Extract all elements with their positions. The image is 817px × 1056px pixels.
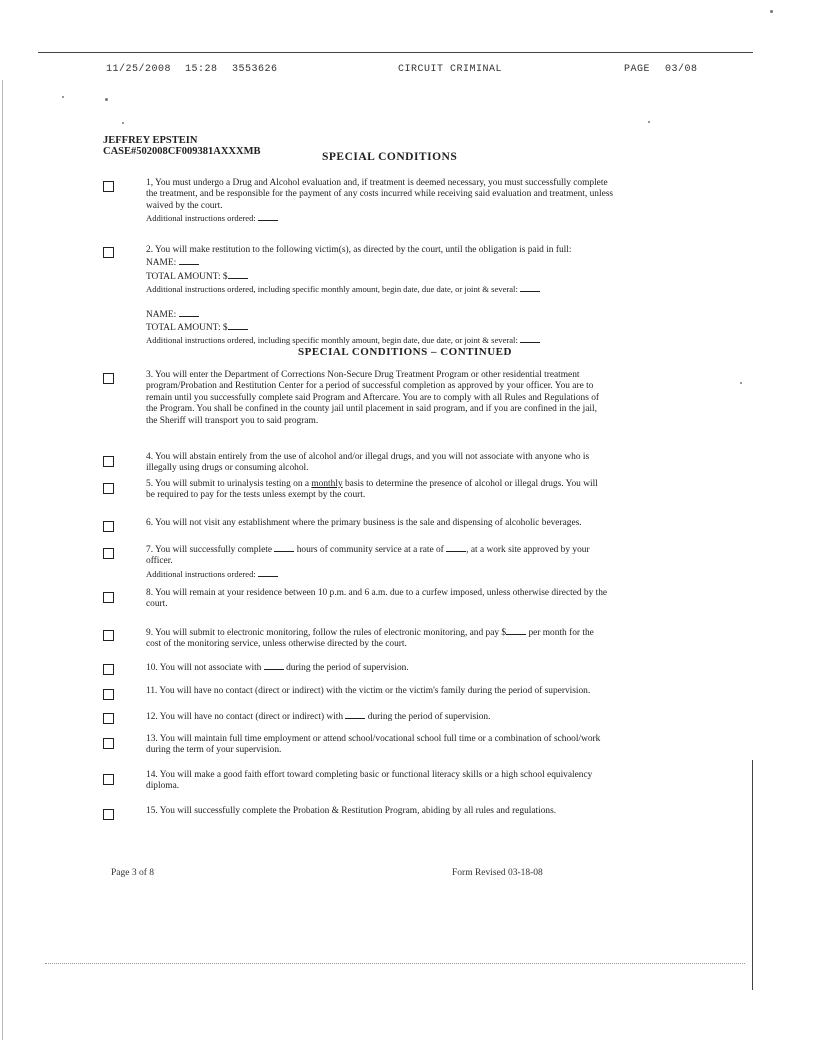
- condition-4-line2: illegally using drugs or consuming alcohol.: [146, 463, 309, 474]
- condition-7-post: , at a work site approved by your: [466, 545, 590, 555]
- condition-7-additional-blank[interactable]: [258, 568, 278, 577]
- condition-11-checkbox[interactable]: [103, 689, 114, 700]
- condition-3: [146, 370, 676, 427]
- condition-2-line1: 2. You will make restitution to the following victim(s), as directed by the court, until the obligation is paid in full:: [146, 245, 572, 255]
- condition-14: [146, 770, 676, 793]
- condition-3-line2: program/Probation and Restitution Center for a period of successful completion as approved by your officer. You are to: [146, 381, 594, 392]
- condition-1-additional-blank[interactable]: [258, 212, 278, 221]
- restitution-total-blank-1[interactable]: [228, 270, 248, 279]
- condition-7-checkbox[interactable]: [103, 548, 114, 559]
- condition-12-post: during the period of supervision.: [367, 712, 491, 722]
- condition-8-line2: court.: [146, 599, 168, 610]
- scan-speck: [648, 121, 650, 123]
- restitution-total-label-1: TOTAL AMOUNT: $: [146, 271, 228, 282]
- defendant-name: JEFFREY EPSTEIN: [103, 135, 198, 146]
- bottom-scan-line: [45, 963, 745, 964]
- condition-1-line1: 1, You must undergo a Drug and Alcohol evaluation and, if treatment is deemed necessary, you must successfully complete: [146, 178, 608, 188]
- condition-13-checkbox[interactable]: [103, 738, 114, 749]
- restitution-total-blank-2[interactable]: [228, 321, 248, 330]
- restitution-name-blank-1[interactable]: [179, 256, 199, 265]
- scan-speck: [740, 382, 742, 384]
- restitution-name-label-1: NAME:: [146, 258, 177, 269]
- condition-7-line2: officer.: [146, 556, 173, 567]
- condition-2: [146, 245, 676, 347]
- condition-10-checkbox[interactable]: [103, 664, 114, 675]
- condition-5-post: basis to determine the presence of alcohol or illegal drugs. You will: [342, 479, 598, 489]
- restitution-additional-label-2: Additional instructions ordered, including specific monthly amount, begin date, due date, or joint & several:: [146, 335, 518, 346]
- continued-title: SPECIAL CONDITIONS – CONTINUED: [298, 346, 512, 358]
- left-edge-line: [2, 80, 3, 1040]
- condition-13-line1: 13. You will maintain full time employment or attend school/vocational school full time or a combination of school/work: [146, 734, 601, 744]
- condition-14-checkbox[interactable]: [103, 774, 114, 785]
- no-contact-blank[interactable]: [345, 710, 365, 719]
- condition-10-pre: 10. You will not associate with: [146, 663, 262, 673]
- monitoring-fee-blank[interactable]: [506, 626, 526, 635]
- condition-3-line3: remain until you successfully complete said Program and Aftercare. You are to comply with all Rules and Regulations of: [146, 392, 600, 403]
- condition-5-line2: be required to pay for the tests unless exempt by the court.: [146, 490, 366, 501]
- condition-11: [146, 686, 676, 697]
- no-associate-blank[interactable]: [264, 661, 284, 670]
- scan-speck: [105, 98, 108, 101]
- condition-1: [146, 178, 676, 225]
- condition-9-post: per month for the: [528, 628, 594, 638]
- condition-8-checkbox[interactable]: [103, 592, 114, 603]
- condition-3-line5: the Sheriff will transport you to said program.: [146, 415, 319, 426]
- condition-13: [146, 734, 676, 757]
- condition-7-pre: 7. You will successfully complete: [146, 545, 273, 555]
- fax-number: 3553626: [232, 64, 278, 75]
- condition-4-line1: 4. You will abstain entirely from the use of alcohol and/or illegal drugs, and you will not associate with anyone who is: [146, 452, 590, 462]
- restitution-name-blank-2[interactable]: [179, 308, 199, 317]
- condition-5-checkbox[interactable]: [103, 483, 114, 494]
- condition-5-frequency: monthly: [311, 479, 343, 489]
- condition-3-line1: 3. You will enter the Department of Corrections Non-Secure Drug Treatment Program or other residential treatment: [146, 370, 580, 380]
- condition-1-line3: waived by the court.: [146, 200, 223, 211]
- form-revised: Form Revised 03-18-08: [452, 868, 543, 878]
- condition-12: [146, 710, 676, 723]
- fax-date: 11/25/2008: [106, 64, 172, 75]
- condition-6-line1: 6. You will not visit any establishment where the primary business is the sale and dispensing of alcoholic beverages.: [146, 518, 582, 528]
- fax-page-label: PAGE: [624, 64, 651, 75]
- condition-2-checkbox[interactable]: [103, 247, 114, 258]
- condition-5: [146, 479, 676, 502]
- condition-12-checkbox[interactable]: [103, 713, 114, 724]
- condition-4: [146, 452, 676, 475]
- restitution-total-label-2: TOTAL AMOUNT: $: [146, 323, 228, 334]
- condition-11-line1: 11. You will have no contact (direct or indirect) with the victim or the victim's family during the period of supervision.: [146, 686, 591, 696]
- condition-15-checkbox[interactable]: [103, 809, 114, 820]
- condition-10-post: during the period of supervision.: [286, 663, 409, 673]
- condition-7-additional-label: Additional instructions ordered:: [146, 568, 256, 579]
- condition-15: [146, 806, 676, 817]
- page-number: Page 3 of 8: [111, 868, 155, 878]
- condition-9-checkbox[interactable]: [103, 630, 114, 641]
- condition-8: [146, 588, 676, 611]
- restitution-additional-blank-1[interactable]: [520, 283, 540, 292]
- condition-3-checkbox[interactable]: [103, 373, 114, 384]
- top-rule: [38, 52, 753, 53]
- community-rate-blank[interactable]: [446, 543, 466, 552]
- right-margin-line: [752, 760, 753, 990]
- condition-8-line1: 8. You will remain at your residence between 10 p.m. and 6 a.m. due to a curfew imposed, unless otherwise directed by the: [146, 588, 608, 598]
- condition-10: [146, 661, 676, 674]
- fax-time: 15:28: [185, 64, 218, 75]
- condition-4-checkbox[interactable]: [103, 456, 114, 467]
- condition-3-line4: the Program. You shall be confined in the county jail until placement in said program, and if you are confined in the jail,: [146, 404, 597, 415]
- restitution-additional-blank-2[interactable]: [520, 334, 540, 343]
- condition-7: [146, 543, 676, 580]
- fax-page-number: 03/08: [665, 64, 698, 75]
- condition-9-pre: 9. You will submit to electronic monitoring, follow the rules of electronic monitoring, and pay $: [146, 628, 507, 638]
- scan-speck: [770, 10, 773, 13]
- restitution-name-label-2: NAME:: [146, 309, 177, 320]
- condition-7-mid: hours of community service at a rate of: [296, 545, 444, 555]
- condition-5-pre: 5. You will submit to urinalysis testing on a: [146, 479, 312, 489]
- condition-9: [146, 626, 676, 651]
- scan-speck: [62, 96, 64, 98]
- fax-sender: CIRCUIT CRIMINAL: [398, 64, 503, 75]
- condition-14-line2: diploma.: [146, 781, 180, 792]
- case-number: CASE#502008CF009381AXXXMB: [103, 146, 261, 157]
- condition-12-pre: 12. You will have no contact (direct or indirect) with: [146, 712, 344, 722]
- condition-9-line2: cost of the monitoring service, unless otherwise directed by the court.: [146, 639, 407, 650]
- condition-6-checkbox[interactable]: [103, 521, 114, 532]
- condition-13-line2: during the term of your supervision.: [146, 745, 282, 756]
- condition-1-additional-label: Additional instructions ordered:: [146, 213, 256, 224]
- condition-1-checkbox[interactable]: [103, 181, 114, 192]
- community-hours-blank[interactable]: [274, 543, 294, 552]
- condition-15-line1: 15. You will successfully complete the Probation & Restitution Program, abiding by all rules and regulations.: [146, 806, 557, 816]
- condition-14-line1: 14. You will make a good faith effort toward completing basic or functional literacy skills or a high school equivalency: [146, 770, 593, 780]
- restitution-additional-label-1: Additional instructions ordered, including specific monthly amount, begin date, due date, or joint & several:: [146, 284, 518, 295]
- scan-speck: [122, 122, 124, 124]
- condition-6: [146, 518, 676, 529]
- page-title: SPECIAL CONDITIONS: [322, 151, 458, 163]
- condition-1-line2: the treatment, and be responsible for the payment of any costs incurred while receiving said evaluation and treatment, unless: [146, 189, 614, 200]
